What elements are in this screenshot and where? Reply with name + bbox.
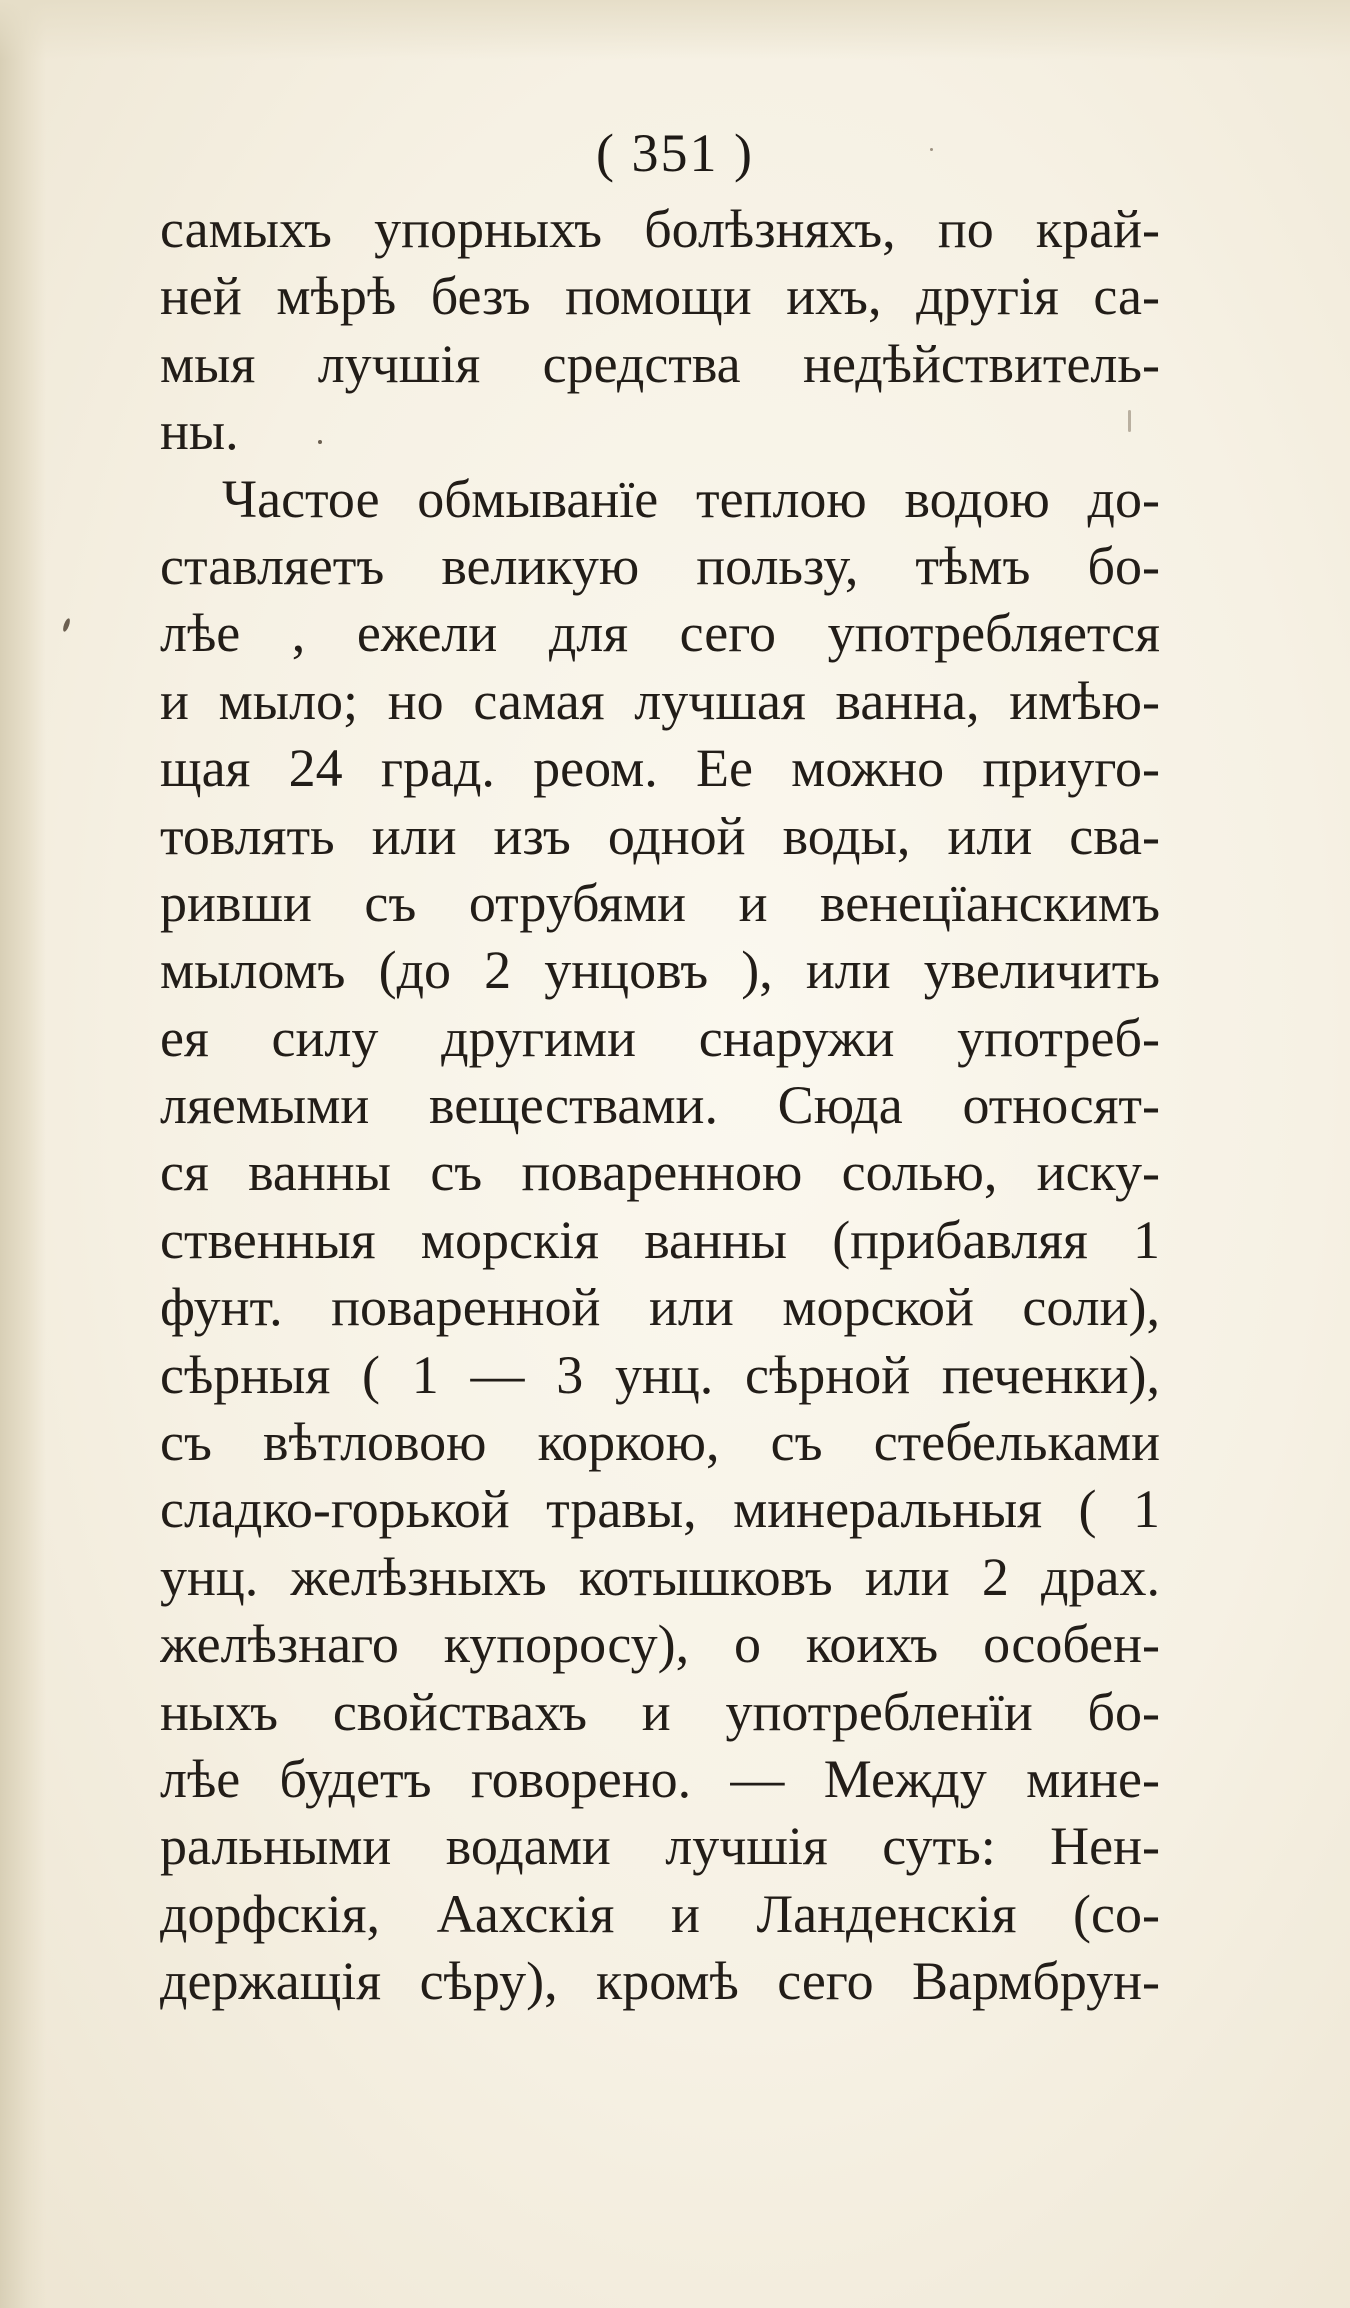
text-line: фунт. поваренной или морской соли), (160, 1277, 1160, 1338)
ink-speck (318, 440, 322, 444)
text-line: держащія сѣру), кромѣ сего Вармбрун- (160, 1951, 1160, 2012)
page-body-text (160, 196, 1160, 2016)
text-line: ляемыми веществами. Сюда относят- (160, 1075, 1160, 1136)
text-line: дорфскія, Аахскія и Ланденскія (со- (160, 1883, 1160, 1944)
text-line: ставляетъ великую пользу, тѣмъ бо- (160, 535, 1160, 596)
text-line: самыхъ упорныхъ болѣзняхъ, по край- (160, 199, 1160, 259)
text-line: ственныя морскія ванны (прибавляя 1 (160, 1209, 1160, 1270)
text-line: съ вѣтловою коркою, съ стебельками (160, 1412, 1160, 1473)
text-line: унц. желѣзныхъ котышковъ или 2 драх. (160, 1546, 1160, 1607)
text-line: ныхъ свойствахъ и употребленїи бо- (160, 1681, 1160, 1742)
text-line: Частое обмыванїе теплою водою до- (222, 468, 1160, 529)
text-line: сѣрныя ( 1 — 3 унц. сѣрной печенки), (160, 1344, 1160, 1405)
text-line: ривши съ отрубями и венецїанскимъ (160, 872, 1160, 933)
text-line: ся ванны съ поваренною солью, иску- (160, 1142, 1160, 1203)
page-binding-shadow (0, 0, 46, 2308)
text-line: желѣзнаго купоросу), о коихъ особен- (160, 1614, 1160, 1675)
text-line: ны. (160, 401, 239, 462)
page-number-header: ( 351 ) (596, 123, 754, 183)
text-line: ней мѣрѣ безъ помощи ихъ, другія са- (160, 266, 1160, 327)
text-line: ральными водами лучшія суть: Нен- (160, 1816, 1160, 1877)
text-line: товлять или изъ одной воды, или сва- (160, 805, 1160, 866)
page-top-shadow (0, 0, 1350, 60)
text-line: и мыло; но самая лучшая ванна, имѣю- (160, 670, 1160, 731)
ink-speck (62, 618, 71, 633)
text-line: сладко-горькой травы, минеральныя ( 1 (160, 1479, 1160, 1540)
text-line: мыломъ (до 2 унцовъ ), или увеличить (160, 940, 1160, 1001)
text-line: щая 24 град. реом. Ее можно приуго- (160, 738, 1160, 799)
text-line: лѣе , ежели для сего употребляется (160, 603, 1160, 664)
text-line: мыя лучшія средства недѣйствитель- (160, 333, 1160, 394)
text-line: лѣе будетъ говорено. — Между мине- (160, 1748, 1160, 1809)
text-line: ея силу другими снаружи употреб- (160, 1007, 1160, 1068)
ink-speck (1128, 410, 1131, 432)
ink-speck (930, 148, 933, 151)
